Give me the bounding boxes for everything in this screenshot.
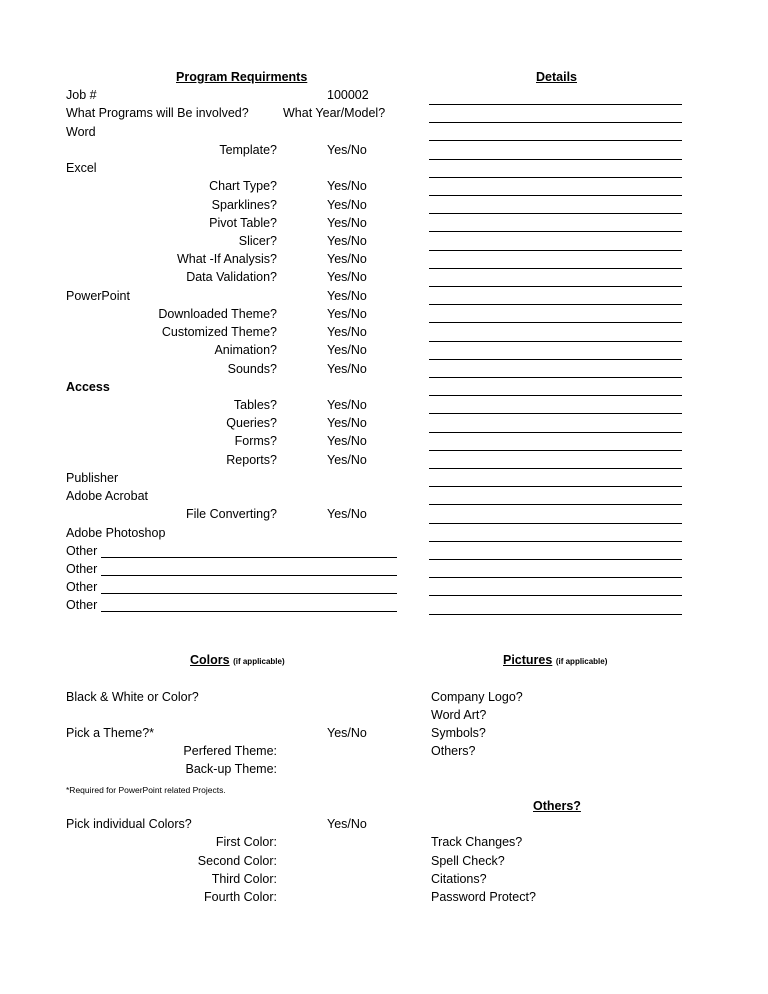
colors-header-note: (if applicable)	[233, 657, 285, 666]
details-line[interactable]	[429, 432, 682, 433]
excel-chart-type-answer: Yes/No	[327, 179, 367, 193]
details-line[interactable]	[429, 177, 682, 178]
details-line[interactable]	[429, 486, 682, 487]
pictures-others: Others?	[431, 744, 476, 758]
programs-question: What Programs will Be involved?	[66, 106, 249, 120]
details-line[interactable]	[429, 304, 682, 305]
ppt-sounds-question: Sounds?	[227, 362, 277, 376]
details-line[interactable]	[429, 541, 682, 542]
other-fill-line-3[interactable]	[101, 593, 397, 594]
others-citations: Citations?	[431, 872, 487, 886]
access-forms-answer: Yes/No	[327, 434, 367, 448]
details-line[interactable]	[429, 213, 682, 214]
pictures-header	[503, 653, 607, 669]
details-line[interactable]	[429, 468, 682, 469]
others-header: Others?	[533, 799, 581, 813]
details-line[interactable]	[429, 195, 682, 196]
details-line[interactable]	[429, 450, 682, 451]
details-header: Details	[536, 70, 577, 84]
pick-theme-answer: Yes/No	[327, 726, 367, 740]
excel-data-validation-answer: Yes/No	[327, 270, 367, 284]
excel-chart-type-question: Chart Type?	[209, 179, 277, 193]
pick-individual-colors-answer: Yes/No	[327, 817, 367, 831]
program-requirements-header: Program Requirments	[176, 70, 308, 84]
job-number-label: Job #	[66, 88, 97, 102]
ppt-animation-answer: Yes/No	[327, 343, 367, 357]
other-label-1: Other	[66, 544, 98, 558]
details-line[interactable]	[429, 231, 682, 232]
preferred-theme-field: Perfered Theme:	[183, 744, 277, 758]
year-model-question: What Year/Model?	[283, 106, 386, 120]
excel-sparklines-answer: Yes/No	[327, 198, 367, 212]
pick-theme-question: Pick a Theme?*	[66, 726, 155, 740]
access-label: Access	[66, 380, 110, 394]
excel-data-validation-question: Data Validation?	[186, 270, 277, 284]
details-line[interactable]	[429, 504, 682, 505]
details-line[interactable]	[429, 359, 682, 360]
details-line[interactable]	[429, 322, 682, 323]
job-number-value: 100002	[327, 88, 369, 102]
pick-individual-colors-question: Pick individual Colors?	[66, 817, 192, 831]
details-line[interactable]	[429, 122, 682, 123]
access-queries-answer: Yes/No	[327, 416, 367, 430]
access-queries-question: Queries?	[226, 416, 277, 430]
details-line[interactable]	[429, 395, 682, 396]
excel-pivot-table-answer: Yes/No	[327, 216, 367, 230]
photoshop-label: Adobe Photoshop	[66, 526, 166, 540]
ppt-customized-theme-answer: Yes/No	[327, 325, 367, 339]
ppt-downloaded-theme-question: Downloaded Theme?	[158, 307, 277, 321]
excel-what-if-question: What -If Analysis?	[176, 252, 277, 266]
other-fill-line-4[interactable]	[101, 611, 397, 612]
details-line[interactable]	[429, 268, 682, 269]
colors-header	[190, 653, 285, 669]
colors-header-title: Colors	[190, 653, 230, 667]
details-line[interactable]	[429, 377, 682, 378]
other-fill-line-1[interactable]	[101, 557, 397, 558]
excel-label: Excel	[66, 161, 97, 175]
backup-theme-field: Back-up Theme:	[185, 762, 277, 776]
pictures-header-title: Pictures	[503, 653, 553, 667]
acrobat-label: Adobe Acrobat	[66, 489, 149, 503]
acrobat-file-converting-answer: Yes/No	[327, 507, 367, 521]
pictures-company-logo: Company Logo?	[431, 690, 523, 704]
excel-slicer-answer: Yes/No	[327, 234, 367, 248]
details-line[interactable]	[429, 159, 682, 160]
powerpoint-label: PowerPoint	[66, 289, 130, 303]
fourth-color-field: Fourth Color:	[204, 890, 277, 904]
word-template-question: Template?	[219, 143, 277, 157]
other-label-3: Other	[66, 580, 98, 594]
ppt-downloaded-theme-answer: Yes/No	[327, 307, 367, 321]
word-template-answer: Yes/No	[327, 143, 367, 157]
access-reports-answer: Yes/No	[327, 453, 367, 467]
third-color-field: Third Color:	[211, 872, 277, 886]
details-line[interactable]	[429, 559, 682, 560]
other-label-2: Other	[66, 562, 98, 576]
others-password-protect: Password Protect?	[431, 890, 536, 904]
excel-pivot-table-question: Pivot Table?	[209, 216, 277, 230]
details-line[interactable]	[429, 577, 682, 578]
details-line[interactable]	[429, 104, 682, 105]
others-spell-check: Spell Check?	[431, 854, 505, 868]
access-reports-question: Reports?	[226, 453, 277, 467]
excel-slicer-question: Slicer?	[238, 234, 277, 248]
acrobat-file-converting-question: File Converting?	[185, 507, 277, 521]
excel-what-if-answer: Yes/No	[327, 252, 367, 266]
details-line[interactable]	[429, 523, 682, 524]
publisher-label: Publisher	[66, 471, 119, 485]
pictures-header-note: (if applicable)	[555, 657, 608, 666]
access-tables-question: Tables?	[233, 398, 277, 412]
ppt-customized-theme-question: Customized Theme?	[161, 325, 277, 339]
ppt-sounds-answer: Yes/No	[327, 362, 367, 376]
details-line[interactable]	[429, 595, 682, 596]
details-line[interactable]	[429, 140, 682, 141]
details-line[interactable]	[429, 250, 682, 251]
other-label-4: Other	[66, 598, 98, 612]
word-label: Word	[66, 125, 96, 139]
others-track-changes: Track Changes?	[431, 835, 523, 849]
second-color-field: Second Color:	[197, 854, 277, 868]
access-forms-question: Forms?	[234, 434, 277, 448]
details-line[interactable]	[429, 341, 682, 342]
ppt-animation-question: Animation?	[214, 343, 277, 357]
details-line[interactable]	[429, 614, 682, 615]
access-tables-answer: Yes/No	[327, 398, 367, 412]
details-line[interactable]	[429, 413, 682, 414]
other-fill-line-2[interactable]	[101, 575, 397, 576]
theme-footnote: *Required for PowerPoint related Projects.	[66, 785, 226, 795]
bw-or-color-question: Black & White or Color?	[66, 690, 199, 704]
powerpoint-answer: Yes/No	[327, 289, 367, 303]
details-line[interactable]	[429, 286, 682, 287]
pictures-word-art: Word Art?	[431, 708, 487, 722]
pictures-symbols: Symbols?	[431, 726, 486, 740]
first-color-field: First Color:	[215, 835, 277, 849]
excel-sparklines-question: Sparklines?	[211, 198, 277, 212]
